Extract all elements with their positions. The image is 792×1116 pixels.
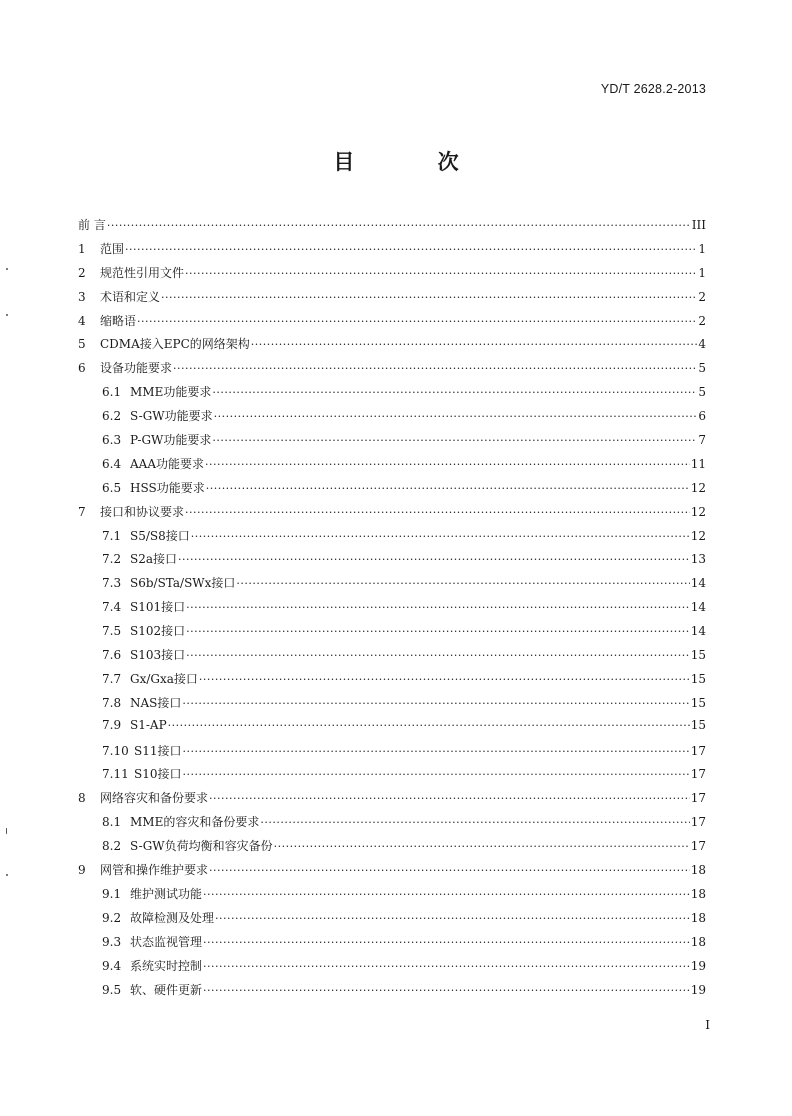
toc-entry-label: Gx/Gxa接口 (130, 671, 198, 686)
toc-entry-number: 7.8 (102, 695, 122, 710)
toc-entry (78, 264, 706, 288)
toc-entry-number: 7.1 (102, 528, 122, 543)
scan-speck (6, 314, 8, 316)
toc-entry-label: 维护测试功能 (130, 886, 203, 901)
toc-entry (78, 765, 706, 789)
toc-entry-label: 接口和协议要求 (100, 504, 185, 519)
toc-entry-number: 7.11 (102, 767, 129, 782)
toc-entry-page: 18 (690, 886, 706, 901)
toc-entry-number: 7.6 (102, 648, 122, 663)
toc-leader-dots (186, 600, 690, 614)
toc-entry-number: 8.2 (102, 839, 122, 854)
toc-entry (78, 359, 706, 383)
toc-entry (78, 885, 706, 909)
toc-entry-number: 7.7 (102, 671, 122, 686)
toc-leader-dots (214, 409, 698, 423)
toc-entry-number: 5 (78, 337, 86, 352)
toc-entry-label: S1-AP (130, 717, 167, 732)
toc-leader-dots (209, 791, 690, 805)
toc-entry-number: 3 (78, 289, 86, 304)
toc-entry-page: 19 (690, 958, 706, 973)
toc-entry-label: 软、硬件更新 (130, 982, 203, 997)
toc-entry (78, 646, 706, 670)
toc-entry-number: 7.5 (102, 624, 122, 639)
toc-entry (78, 670, 706, 694)
toc-leader-dots (274, 839, 690, 853)
toc-entry (78, 837, 706, 861)
toc-entry-number: 7.9 (102, 717, 122, 732)
toc-leader-dots (125, 242, 697, 256)
toc-entry-label: S11接口 (134, 743, 182, 758)
toc-entry (78, 813, 706, 837)
toc-leader-dots (107, 218, 691, 232)
document-code: YD/T 2628.2-2013 (600, 82, 706, 96)
toc-entry-label: S103接口 (130, 648, 186, 663)
toc-entry-label: 网管和操作维护要求 (100, 863, 209, 878)
toc-entry (78, 479, 706, 503)
toc-entry-number: 8 (78, 791, 86, 806)
toc-entry-number: 9.1 (102, 886, 122, 901)
toc-entry-number: 前 言 (78, 218, 106, 232)
toc-entry (78, 503, 706, 527)
toc-leader-dots (203, 887, 690, 901)
toc-entry (78, 312, 706, 336)
toc-leader-dots (183, 744, 690, 758)
toc-leader-dots (236, 576, 689, 590)
toc-entry-page: 11 (690, 456, 706, 471)
toc-entry-label: S102接口 (130, 624, 186, 639)
toc-entry (78, 718, 706, 742)
toc-entry-page: 14 (690, 600, 706, 615)
toc-title: 目 次 (333, 150, 497, 174)
toc-entry-number: 2 (78, 265, 86, 280)
toc-entry-page: 19 (690, 982, 706, 997)
toc-entry-number: 6.3 (102, 433, 122, 448)
toc-entry (78, 527, 706, 551)
toc-leader-dots (185, 266, 697, 280)
toc-entry-page: 5 (698, 361, 706, 376)
toc-entry-number: 8.1 (102, 815, 122, 830)
toc-entry-page: 14 (690, 576, 706, 591)
scan-speck (6, 828, 7, 834)
toc-entry (78, 789, 706, 813)
toc-entry (78, 574, 706, 598)
toc-entry-number: 7 (78, 504, 86, 519)
toc-leader-dots (178, 552, 690, 566)
toc-leader-dots (209, 863, 690, 877)
toc-entry-label: HSS功能要求 (130, 480, 205, 495)
toc-entry-number: 9 (78, 863, 86, 878)
toc-entry-page: 5 (698, 385, 706, 400)
toc-entry (78, 455, 706, 479)
toc-entry-page: 17 (690, 839, 706, 854)
scan-speck (6, 874, 8, 876)
toc-leader-dots (205, 457, 690, 471)
toc-entry (78, 909, 706, 933)
toc-entry-number: 6.4 (102, 456, 122, 471)
toc-entry-label: 状态监视管理 (130, 934, 203, 949)
toc-leader-dots (251, 337, 698, 351)
toc-entry-label: S-GW功能要求 (130, 409, 213, 424)
toc-entry-number: 7.2 (102, 552, 122, 567)
toc-entry (78, 335, 706, 359)
toc-entry-page: 12 (690, 528, 706, 543)
toc-entry-label: MME的容灾和备份要求 (130, 815, 260, 830)
toc-leader-dots (137, 314, 697, 328)
toc-entry-label: MME功能要求 (130, 385, 212, 400)
toc-entry-page: 18 (690, 863, 706, 878)
toc-entry-label: 术语和定义 (100, 289, 161, 304)
toc-entry-page: 18 (690, 934, 706, 949)
toc-leader-dots (185, 505, 690, 519)
toc-leader-dots (173, 361, 697, 375)
toc-entry-label: S101接口 (130, 600, 186, 615)
toc-entry-number: 7.10 (102, 743, 129, 758)
toc-entry-label: S2a接口 (130, 552, 178, 567)
scan-speck (6, 268, 8, 270)
toc-leader-dots (168, 718, 690, 732)
toc-entry-number: 6.1 (102, 385, 122, 400)
toc-entry-label: AAA功能要求 (130, 456, 204, 471)
toc-entry-label: 缩略语 (100, 313, 137, 328)
toc-entry (78, 598, 706, 622)
toc-entry-page: 15 (690, 717, 706, 732)
toc-entry-number: 7.3 (102, 576, 122, 591)
toc-entry-page: 15 (690, 671, 706, 686)
toc-entry-page: 15 (690, 695, 706, 710)
toc-entry-label: 故障检测及处理 (130, 910, 215, 925)
toc-entry-label: S-GW负荷均衡和容灾备份 (130, 839, 273, 854)
toc-entry (78, 407, 706, 431)
toc-entry-label: S5/S8接口 (130, 528, 190, 543)
toc-entry-page: III (691, 218, 706, 232)
toc-entry-label: 系统实时控制 (130, 958, 203, 973)
toc-entry-page: 4 (698, 337, 706, 352)
toc-leader-dots (203, 935, 690, 949)
toc-entry (78, 622, 706, 646)
toc-entry-label: 设备功能要求 (100, 361, 173, 376)
toc-leader-dots (203, 983, 690, 997)
toc-leader-dots (186, 648, 690, 662)
toc-leader-dots (215, 911, 690, 925)
toc-entry-number: 9.4 (102, 958, 122, 973)
toc-entry (78, 933, 706, 957)
toc-entry-page: 1 (698, 265, 706, 280)
toc-entry-page: 15 (690, 648, 706, 663)
toc-entry-number: 9.2 (102, 910, 122, 925)
toc-entry-number: 6.5 (102, 480, 122, 495)
toc-leader-dots (191, 529, 690, 543)
toc-leader-dots (182, 696, 689, 710)
toc-leader-dots (161, 290, 697, 304)
toc-entry (78, 216, 706, 240)
toc-entry-page: 2 (698, 313, 706, 328)
toc-entry-page: 18 (690, 910, 706, 925)
toc-entry-page: 13 (690, 552, 706, 567)
toc-leader-dots (212, 385, 697, 399)
toc-entry-label: CDMA接入EPC的网络架构 (100, 337, 250, 352)
toc-entry-number: 6.2 (102, 409, 122, 424)
toc-entry-number: 1 (78, 241, 86, 256)
toc-entry-number: 7.4 (102, 600, 122, 615)
toc-entry-label: S6b/STa/SWx接口 (130, 576, 236, 591)
toc-entry-number: 9.3 (102, 934, 122, 949)
toc-entry (78, 957, 706, 981)
toc-entry-page: 17 (690, 815, 706, 830)
toc-entry-label: 网络容灾和备份要求 (100, 791, 209, 806)
toc-entry (78, 383, 706, 407)
toc-leader-dots (183, 767, 690, 781)
toc-entry-label: P-GW功能要求 (130, 433, 212, 448)
toc-entry-label: 范围 (100, 241, 125, 256)
toc-entry-page: 12 (690, 480, 706, 495)
toc-entry (78, 861, 706, 885)
toc-leader-dots (186, 624, 690, 638)
toc-entry-page: 1 (698, 241, 706, 256)
toc-leader-dots (199, 672, 690, 686)
toc-entry-page: 12 (690, 504, 706, 519)
toc-entry-label: NAS接口 (130, 695, 182, 710)
toc-entry-page: 2 (698, 289, 706, 304)
toc-leader-dots (260, 815, 689, 829)
toc-entry (78, 742, 706, 766)
toc-entry-page: 17 (690, 767, 706, 782)
toc-entry (78, 550, 706, 574)
toc-leader-dots (206, 481, 690, 495)
toc-entry-page: 7 (698, 433, 706, 448)
toc-entry (78, 240, 706, 264)
toc-leader-dots (212, 433, 697, 447)
toc-entry (78, 694, 706, 718)
table-of-contents (78, 216, 706, 1004)
toc-entry-number: 6 (78, 361, 86, 376)
toc-entry (78, 981, 706, 1005)
toc-entry-label: 规范性引用文件 (100, 265, 185, 280)
toc-entry-page: 6 (698, 409, 706, 424)
page-number: I (705, 1018, 710, 1032)
toc-entry-page: 17 (690, 791, 706, 806)
toc-entry (78, 431, 706, 455)
toc-entry-label: S10接口 (134, 767, 182, 782)
toc-entry-page: 14 (690, 624, 706, 639)
toc-entry (78, 288, 706, 312)
toc-entry-number: 4 (78, 313, 86, 328)
toc-entry-number: 9.5 (102, 982, 122, 997)
toc-entry-page: 17 (690, 743, 706, 758)
toc-leader-dots (203, 959, 690, 973)
